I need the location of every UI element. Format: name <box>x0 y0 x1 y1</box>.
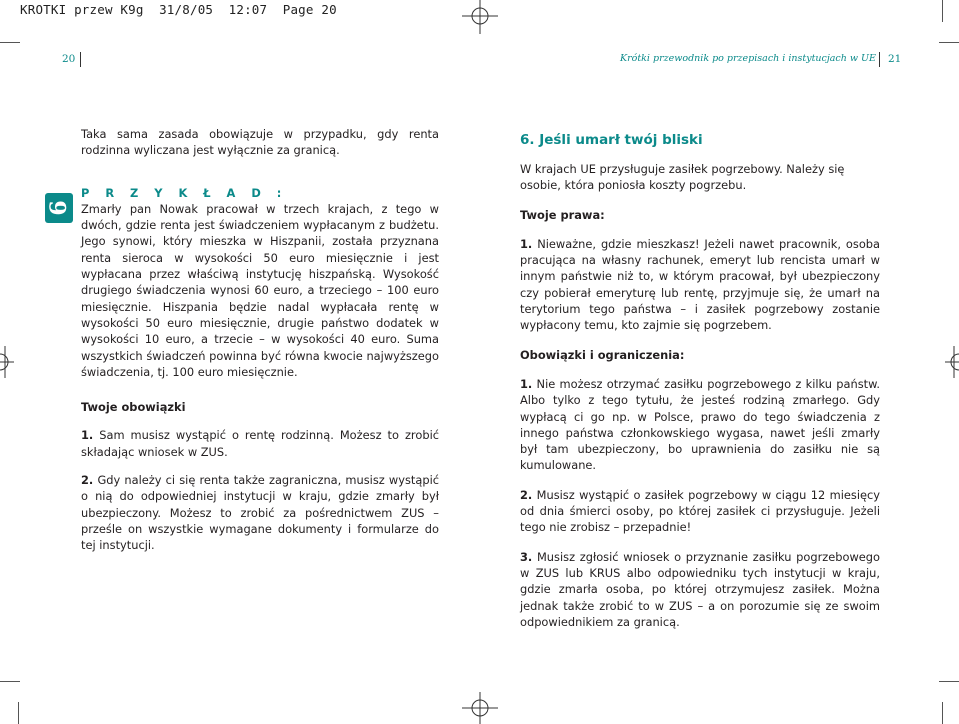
right-item <box>520 236 880 334</box>
crop-mark <box>939 42 959 43</box>
obligation-item <box>81 427 439 460</box>
duty-number: 1. <box>520 376 533 391</box>
registration-mark-icon <box>460 0 500 36</box>
obligation-item <box>81 472 439 553</box>
crop-mark <box>0 681 20 682</box>
duties-heading: Obowiązki i ograniczenia: <box>520 347 685 362</box>
right-number: 1. <box>520 236 533 251</box>
left-column <box>81 126 439 554</box>
obligation-number: 2. <box>81 473 94 488</box>
registration-mark-icon <box>0 344 14 380</box>
obligation-text: Sam musisz wystąpić o rentę rodzinną. Możesz to zrobić składając wniosek w ZUS. <box>81 428 439 459</box>
crop-mark <box>0 42 20 43</box>
obligation-text: Gdy należy ci się renta także zagraniczna, musisz wystąpić o nią do odpowiedniej instytucji w kraju, gdzie zmarły był ubezpieczony. Możesz to zrobić za pośrednictwem ZUS – prześle on wszystkie wymagane dokumenty i formularze do tej instytucji. <box>81 473 440 553</box>
duty-number: 3. <box>520 549 533 564</box>
crop-mark <box>942 702 943 724</box>
obligations-heading: Twoje obowiązki <box>81 400 186 415</box>
right-page-number: 21 <box>888 53 902 65</box>
slug-file: KROTKI przew K9g <box>20 2 144 17</box>
slug-time: 12:07 <box>228 2 268 17</box>
duty-item <box>520 487 880 536</box>
left-page-number: 20 <box>62 53 76 65</box>
header-divider <box>879 52 880 67</box>
chapter-tab <box>45 193 73 223</box>
chapter-tab-number: 6 <box>46 200 72 216</box>
crop-mark <box>942 0 943 22</box>
intro-paragraph: Taka sama zasada obowiązuje w przypadku, gdy renta rodzinna wyliczana jest wyłącznie za granicą. <box>81 127 439 158</box>
duty-text: Musisz wystąpić o zasiłek pogrzebowy w ciągu 12 miesięcy od dnia śmierci osoby, po której zasiłek ci przysługuje. Jeżeli tego nie zrobisz – przepadnie! <box>520 487 880 535</box>
section-title: 6. Jeśli umarł twój bliski <box>520 132 703 148</box>
registration-mark-icon <box>460 690 500 724</box>
duty-item <box>520 549 880 630</box>
example-title: P R Z Y K Ł A D : <box>81 185 288 200</box>
right-column <box>520 131 880 630</box>
registration-mark-icon <box>945 344 959 380</box>
header-divider <box>80 52 81 67</box>
example-paragraph: Zmarły pan Nowak pracował w trzech krajach, z tego w dwóch, gdzie renta jest świadczeniem wypłacanym z budżetu. Jego synowi, który mieszka w Hiszpanii, została przyznana renta sieroca w wysokości 50 euro miesięcznie i jest wypłacana przez właściwą instytucję hiszpańską. Wysokość drugiego świadczenia wynosi 60 euro, a trzeciego – 100 euro miesięcznie. Hiszpania będzie nadal wypłacała rentę w wysokości 50 euro miesięcznie, drugie państwo dodatek w wysokości 10 euro, a trzecie – w wysokości 40 euro. Suma wszystkich świadczeń powinna być równa kwocie najwyższego świadczenia, tj. 100 euro miesięcznie. <box>81 201 439 379</box>
crop-mark <box>939 681 959 682</box>
obligation-number: 1. <box>81 428 94 443</box>
slug-page: Page 20 <box>282 2 337 17</box>
section-intro: W krajach UE przysługuje zasiłek pogrzebowy. Należy się osobie, która poniosła koszty pogrzebu. <box>520 162 845 193</box>
print-slug <box>20 2 337 17</box>
right-text: Nieważne, gdzie mieszkasz! Jeżeli nawet pracownik, osoba pracująca na własny rachunek, emeryt lub rencista umarł w innym państwie niż to, w którym pracował, był ubezpieczony czy pobierał emeryturę lub rentę, przyjmuje się, że umarł na terytorium tego państwa – i zasiłek pogrzebowy zostanie wypłacony temu, kto zajmie się pogrzebem. <box>520 236 881 333</box>
duty-number: 2. <box>520 487 533 502</box>
duty-item <box>520 376 880 474</box>
running-title: Krótki przewodnik po przepisach i instytucjach w UE <box>620 53 876 64</box>
crop-mark <box>18 702 19 724</box>
duty-text: Musisz zgłosić wniosek o przyznanie zasiłku pogrzebowego w ZUS lub KRUS albo odpowiedniku tych instytucji w kraju, gdzie zmarła osoba, po której otrzymujesz zasiłek. Można jednak także zrobić to w ZUS – a on porozumie się ze swoim odpowiednikiem za granicą. <box>520 549 881 629</box>
rights-heading: Twoje prawa: <box>520 207 605 222</box>
slug-date: 31/8/05 <box>159 2 214 17</box>
duty-text: Nie możesz otrzymać zasiłku pogrzebowego z kilku państw. Albo tylko z tego tytułu, że jesteś rodziną zmarłego. Gdy wypłacą ci go np. w Polsce, prawo do tego świadczenia z innego państwa członkowskiego wygasa, nawet jeśli zmarły był tam ubezpieczony, bo uprawnienia do zasiłku nie są kumulowane. <box>520 376 880 473</box>
